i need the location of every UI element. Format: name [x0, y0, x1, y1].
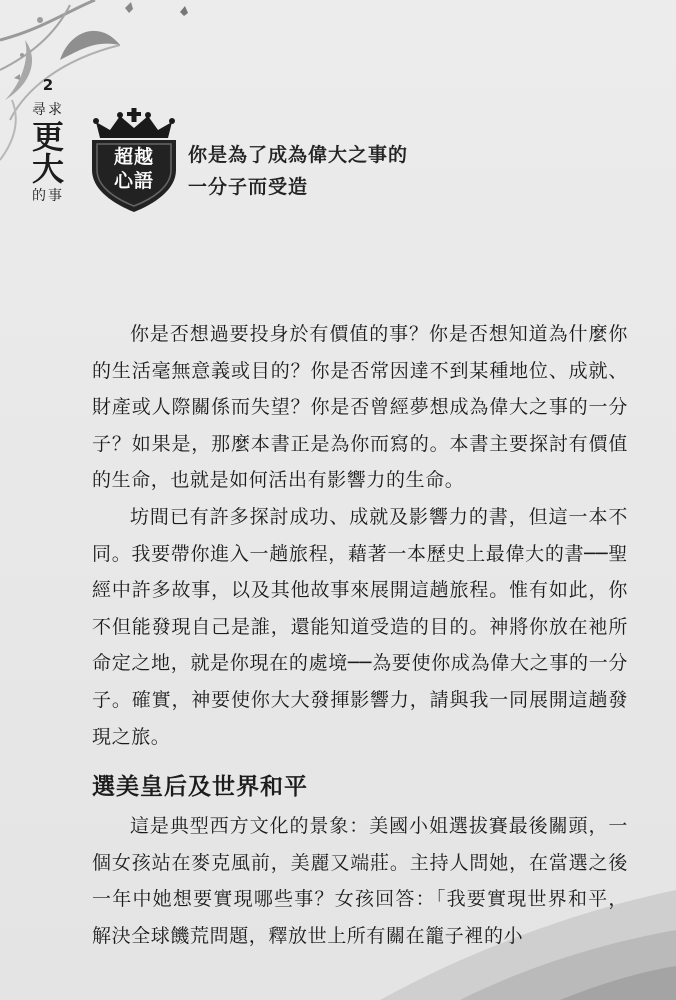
intro-paragraph-1: 你是否想過要投身於有價值的事？你是否想知道為什麼你的生活毫無意義或目的？你是否常因達不到某種地位、成就、財產或人際關係而失望？你是否曾經夢想成為偉大之事的一分子？如果是，那麼本書正是為你而寫的。本書主要探討有價值的生命，也就是如何活出有影響力的生命。	[92, 323, 628, 492]
side-header-line3: 的事	[32, 188, 64, 204]
heading-line1: 你是為了成為偉大之事的	[188, 144, 409, 166]
section-body	[92, 808, 628, 954]
intro-body	[92, 316, 628, 755]
badge-label	[86, 145, 182, 193]
intro-paragraph-2: 坊間已有許多探討成功、成就及影響力的書，但這一本不同。我要帶你進入一趟旅程，藉著一本歷史上最偉大的書──聖經中許多故事，以及其他故事來展開這趟旅程。惟有如此，你不但能發現自己是誰，還能知道受造的目的。神將你放在祂所命定之地，就是你現在的處境──為要使你成為偉大之事的一分子。確實，神要使你大大發揮影響力，請與我一同展開這趟發現之旅。	[92, 505, 628, 748]
section-paragraph: 這是典型西方文化的景象：美國小姐選拔賽最後關頭，一個女孩站在麥克風前，美麗又端莊。主持人問她，在當選之後一年中她想要實現哪些事？女孩回答：「我要實現世界和平，解決全球饑荒問題，釋放世上所有關在籠子裡的小	[92, 815, 628, 947]
badge-line2: 心語	[113, 170, 154, 192]
badge-line1: 超越	[113, 146, 154, 168]
chapter-side-header	[28, 78, 68, 203]
section-title: 選美皇后及世界和平	[92, 773, 308, 800]
side-header-line1: 尋求	[32, 102, 64, 118]
side-header-line2: 更大	[31, 118, 64, 188]
page-number: 2	[42, 76, 54, 94]
heading-line2: 一分子而受造	[188, 176, 309, 198]
